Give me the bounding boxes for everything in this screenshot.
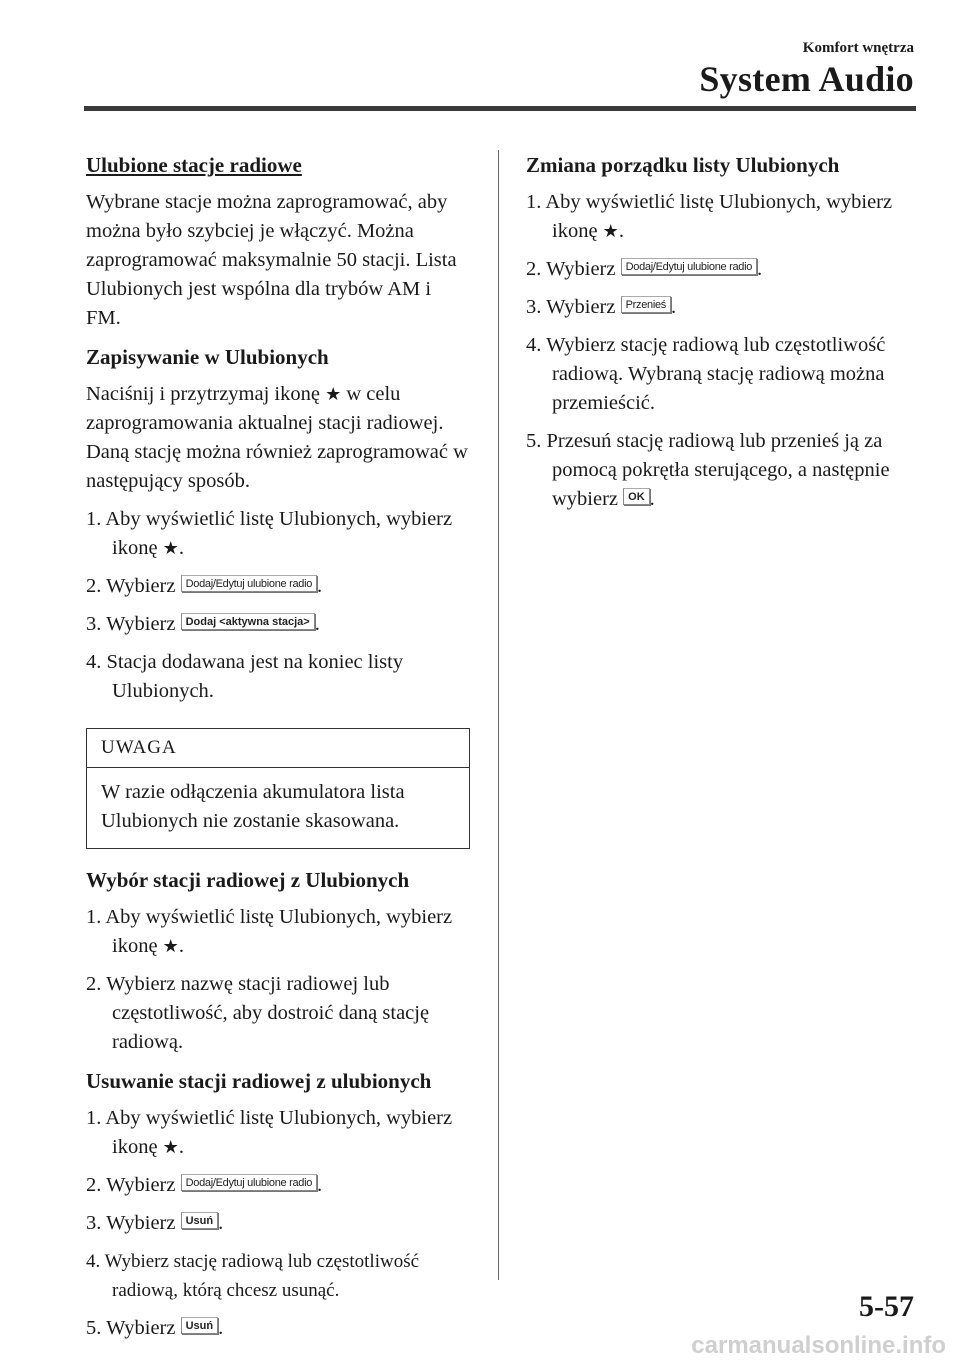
watermark: carmanualsonline.info <box>691 1332 946 1359</box>
list-item: 3. Wybierz Przenieś . <box>526 296 677 318</box>
header-section-label: Komfort wnętrza <box>802 40 914 56</box>
column-divider <box>498 150 499 1280</box>
star-icon: ★ <box>325 384 342 405</box>
list-item: 1. Aby wyświetlić listę Ulubionych, wybierz ikonę ★. <box>86 1107 453 1158</box>
add-edit-favorites-button[interactable]: Dodaj/Edytuj ulubione radio <box>621 258 757 275</box>
list-item: 1. Aby wyświetlić listę Ulubionych, wybierz ikonę ★. <box>526 191 893 242</box>
header-title: System Audio <box>699 59 914 99</box>
favorites-paragraph: Wybrane stacje można zaprogramować, aby można było szybciej je włączyć. Można zaprogramować maksymalnie 50 stacji. Lista Ulubionych jest wspólna dla trybów AM i FM. <box>86 191 457 329</box>
save-para-pre: Naciśnij i przytrzymaj ikonę <box>86 383 320 405</box>
list-item: 2. Wybierz Dodaj/Edytuj ulubione radio . <box>86 575 323 597</box>
delete-button[interactable]: Usuń <box>181 1317 219 1334</box>
list-item: 3. Wybierz Usuń . <box>86 1212 224 1234</box>
delete-heading: Usuwanie stacji radiowej z ulubionych <box>86 1069 432 1093</box>
ok-button[interactable]: OK <box>623 488 650 505</box>
list-item: 5. Przesuń stację radiową lub przenieś ją za pomocą pokrętła sterującego, a następnie wybierz OK . <box>526 430 890 510</box>
save-para-post: w celu zaprogramowania aktualnej stacji radiowej. Daną stację można również zaprogramować w następujący sposób. <box>86 383 468 492</box>
star-icon: ★ <box>602 221 619 242</box>
header-rule <box>84 106 916 111</box>
list-item: 4. Stacja dodawana jest na koniec listy Ulubionych. <box>86 651 404 702</box>
reorder-heading: Zmiana porządku listy Ulubionych <box>526 153 840 177</box>
star-icon: ★ <box>162 538 179 559</box>
select-heading: Wybór stacji radiowej z Ulubionych <box>86 868 410 892</box>
page-number: 5-57 <box>859 1290 914 1323</box>
add-edit-favorites-button[interactable]: Dodaj/Edytuj ulubione radio <box>181 575 317 592</box>
move-button[interactable]: Przenieś <box>621 296 671 313</box>
save-paragraph <box>86 380 470 496</box>
list-item: 4. Wybierz stację radiową lub częstotliwość radiową, którą chcesz usunąć. <box>86 1251 420 1301</box>
delete-button[interactable]: Usuń <box>181 1212 219 1229</box>
list-item: 2. Wybierz Dodaj/Edytuj ulubione radio . <box>526 258 763 280</box>
list-item: 2. Wybierz nazwę stacji radiowej lub częstotliwość, aby dostroić daną stację radiową. <box>86 973 430 1053</box>
note-title: UWAGA <box>87 729 469 768</box>
list-item: 5. Wybierz Usuń . <box>86 1317 224 1339</box>
save-heading: Zapisywanie w Ulubionych <box>86 345 329 369</box>
list-item: 3. Wybierz Dodaj <aktywna stacja> . <box>86 613 320 635</box>
star-icon: ★ <box>162 936 179 957</box>
left-column <box>86 150 470 1352</box>
list-item: 2. Wybierz Dodaj/Edytuj ulubione radio . <box>86 1174 323 1196</box>
list-item: 1. Aby wyświetlić listę Ulubionych, wybierz ikonę ★. <box>86 508 453 559</box>
note-box <box>86 728 470 849</box>
list-item: 4. Wybierz stację radiową lub częstotliwość radiową. Wybraną stację radiową można przemieścić. <box>526 334 886 414</box>
note-text: W razie odłączenia akumulatora lista Ulubionych nie zostanie skasowana. <box>101 781 405 832</box>
add-active-station-button[interactable]: Dodaj <aktywna stacja> <box>181 613 315 630</box>
right-column <box>526 150 926 523</box>
add-edit-favorites-button[interactable]: Dodaj/Edytuj ulubione radio <box>181 1174 317 1191</box>
favorites-heading: Ulubione stacje radiowe <box>86 153 302 177</box>
star-icon: ★ <box>162 1137 179 1158</box>
list-item: 1. Aby wyświetlić listę Ulubionych, wybierz ikonę ★. <box>86 906 453 957</box>
